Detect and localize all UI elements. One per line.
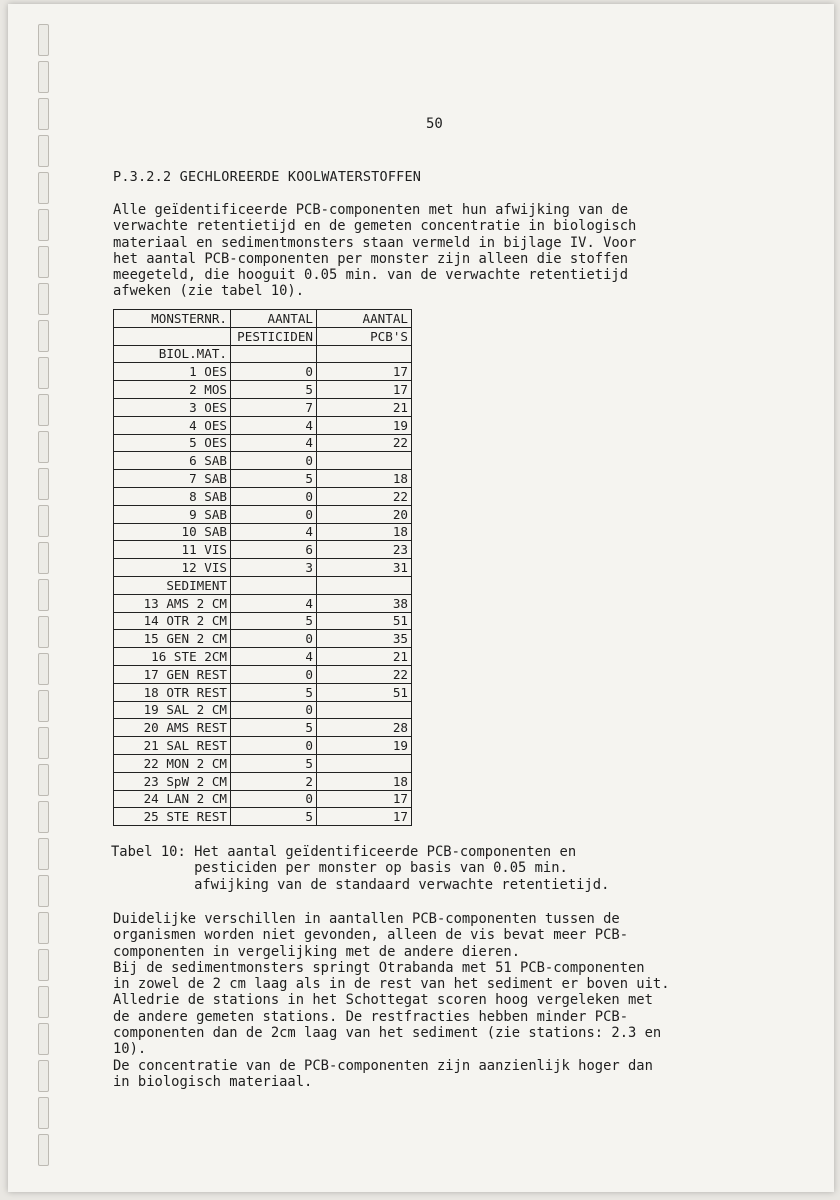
page-number: 50 [426,116,443,132]
pcb-count-cell: 19 [317,416,412,434]
binding-hole [38,209,49,241]
body-line: De concentratie van de PCB-componenten zijn aanzienlijk hoger dan [113,1057,653,1074]
pcb-count-cell: 18 [317,523,412,541]
body-line: componenten in vergelijking met de andere dieren. [113,943,521,960]
sample-cell: 3 OES [114,398,231,416]
table-row [114,559,412,577]
table-row [114,737,412,755]
binding-hole [38,912,49,944]
table-row [114,381,412,399]
binding-hole [38,838,49,870]
sample-cell: 9 SAB [114,505,231,523]
pcb-count-cell: 17 [317,363,412,381]
pesticide-count-cell: 0 [231,487,317,505]
table-row [114,701,412,719]
pesticide-count-cell: 4 [231,416,317,434]
table-row [114,576,412,594]
pesticide-count-cell: 4 [231,648,317,666]
sample-cell: 24 LAN 2 CM [114,790,231,808]
sample-cell: 16 STE 2CM [114,648,231,666]
sample-cell: 21 SAL REST [114,737,231,755]
sample-cell: 18 OTR REST [114,683,231,701]
pesticide-count-cell [231,345,317,363]
sample-cell: 10 SAB [114,523,231,541]
caption-line: Tabel 10: Het aantal geïdentificeerde PCB-componenten en [111,844,577,860]
sample-cell: 15 GEN 2 CM [114,630,231,648]
binding-hole [38,246,49,278]
binding-hole [38,283,49,315]
binding-hole [38,320,49,352]
binding-hole [38,542,49,574]
sample-cell: 23 SpW 2 CM [114,772,231,790]
sample-cell: 8 SAB [114,487,231,505]
intro-line: het aantal PCB-componenten per monster zijn alleen die stoffen [113,250,628,267]
binding-hole [38,949,49,981]
sample-cell: 19 SAL 2 CM [114,701,231,719]
table-row [114,630,412,648]
header-empty [114,327,231,345]
table-row [114,505,412,523]
table-row [114,363,412,381]
header-pcbs-1: AANTAL [317,310,412,328]
table-row [114,719,412,737]
table-row [114,434,412,452]
caption-line: pesticiden per monster op basis van 0.05 min. [111,860,568,877]
table-row [114,452,412,470]
intro-line: materiaal en sedimentmonsters staan vermeld in bijlage IV. Voor [113,234,637,251]
binding-hole [38,801,49,833]
pcb-count-cell: 23 [317,541,412,559]
pcb-count-cell: 38 [317,594,412,612]
binding-hole [38,468,49,500]
binding-holes [36,24,50,1174]
results-table [113,309,412,826]
sample-cell: BIOL.MAT. [114,345,231,363]
table-row [114,398,412,416]
intro-line: Alle geïdentificeerde PCB-componenten met hun afwijking van de [113,202,628,218]
pcb-count-cell [317,754,412,772]
pesticide-count-cell: 5 [231,381,317,399]
body-line: Bij de sedimentmonsters springt Otrabanda met 51 PCB-componenten [113,959,645,976]
header-pcbs-2: PCB'S [317,327,412,345]
sample-cell: 25 STE REST [114,808,231,826]
sample-cell: 5 OES [114,434,231,452]
body-line: de andere gemeten stations. De restfracties hebben minder PCB- [113,1008,628,1025]
binding-hole [38,616,49,648]
pesticide-count-cell: 0 [231,790,317,808]
table-row [114,772,412,790]
pesticide-count-cell: 5 [231,808,317,826]
pcb-count-cell: 28 [317,719,412,737]
pcb-count-cell [317,576,412,594]
table-header-row [114,310,412,328]
pcb-count-cell: 35 [317,630,412,648]
section-heading: P.3.2.2 GECHLOREERDE KOOLWATERSTOFFEN [113,169,422,185]
binding-hole [38,653,49,685]
body-line: 10). [113,1041,147,1058]
sample-cell: 20 AMS REST [114,719,231,737]
pesticide-count-cell: 0 [231,505,317,523]
pesticide-count-cell: 4 [231,523,317,541]
pcb-count-cell: 22 [317,487,412,505]
table-row [114,345,412,363]
document-page [8,4,834,1192]
pesticide-count-cell: 4 [231,434,317,452]
pcb-count-cell: 22 [317,665,412,683]
header-monsternr: MONSTERNR. [114,310,231,328]
pesticide-count-cell: 0 [231,363,317,381]
table-header-row-2 [114,327,412,345]
pcb-count-cell: 17 [317,381,412,399]
body-line: componenten dan de 2cm laag van het sediment (zie stations: 2.3 en [113,1025,662,1042]
sample-cell: 12 VIS [114,559,231,577]
pesticide-count-cell: 5 [231,719,317,737]
body-line: Alledrie de stations in het Schottegat scoren hoog vergeleken met [113,992,653,1009]
pesticide-count-cell: 7 [231,398,317,416]
binding-hole [38,357,49,389]
table-row [114,541,412,559]
binding-hole [38,431,49,463]
pcb-count-cell: 31 [317,559,412,577]
intro-paragraph [113,202,636,300]
intro-line: afweken (zie tabel 10). [113,283,305,300]
pesticide-count-cell: 3 [231,559,317,577]
pesticide-count-cell: 5 [231,470,317,488]
pcb-count-cell [317,345,412,363]
intro-line: verwachte retentietijd en de gemeten concentratie in biologisch [113,218,637,235]
sample-cell: 13 AMS 2 CM [114,594,231,612]
table-row [114,790,412,808]
sample-cell: 22 MON 2 CM [114,754,231,772]
pcb-count-cell: 22 [317,434,412,452]
table-row [114,665,412,683]
binding-hole [38,986,49,1018]
pcb-count-cell: 51 [317,612,412,630]
sample-cell: 14 OTR 2 CM [114,612,231,630]
pcb-count-cell [317,452,412,470]
binding-hole [38,505,49,537]
sample-cell: 2 MOS [114,381,231,399]
binding-hole [38,24,49,56]
table-row [114,808,412,826]
pcb-count-cell: 18 [317,772,412,790]
pcb-count-cell: 18 [317,470,412,488]
binding-hole [38,727,49,759]
sample-cell: 6 SAB [114,452,231,470]
sample-cell: 11 VIS [114,541,231,559]
pesticide-count-cell: 0 [231,452,317,470]
table-row [114,648,412,666]
pcb-count-cell: 21 [317,398,412,416]
sample-cell: 4 OES [114,416,231,434]
header-pesticiden-1: AANTAL [231,310,317,328]
sample-cell: 17 GEN REST [114,665,231,683]
table-row [114,612,412,630]
pesticide-count-cell: 0 [231,701,317,719]
pesticide-count-cell: 0 [231,630,317,648]
binding-hole [38,394,49,426]
pcb-count-cell [317,701,412,719]
pesticide-count-cell: 0 [231,737,317,755]
binding-hole [38,875,49,907]
pcb-count-cell: 20 [317,505,412,523]
pcb-count-cell: 51 [317,683,412,701]
pesticide-count-cell [231,576,317,594]
sample-cell: 7 SAB [114,470,231,488]
binding-hole [38,135,49,167]
binding-hole [38,1023,49,1055]
intro-line: meegeteld, die hooguit 0.05 min. van de verwachte retentietijd [113,267,628,284]
header-pesticiden-2: PESTICIDEN [231,327,317,345]
table-row [114,683,412,701]
pcb-count-cell: 17 [317,790,412,808]
pesticide-count-cell: 6 [231,541,317,559]
sample-cell: SEDIMENT [114,576,231,594]
pcb-count-cell: 21 [317,648,412,666]
caption-line: afwijking van de standaard verwachte retentietijd. [111,876,610,893]
table-row [114,470,412,488]
binding-hole [38,172,49,204]
binding-hole [38,1134,49,1166]
pesticide-count-cell: 0 [231,665,317,683]
binding-hole [38,690,49,722]
pcb-count-cell: 17 [317,808,412,826]
pesticide-count-cell: 5 [231,612,317,630]
binding-hole [38,579,49,611]
binding-hole [38,1060,49,1092]
table-row [114,487,412,505]
binding-hole [38,764,49,796]
binding-hole [38,61,49,93]
pesticide-count-cell: 2 [231,772,317,790]
table-row [114,523,412,541]
binding-hole [38,1097,49,1129]
pcb-count-cell: 19 [317,737,412,755]
body-line: organismen worden niet gevonden, alleen de vis bevat meer PCB- [113,927,628,944]
body-line: Duidelijke verschillen in aantallen PCB-componenten tussen de [113,911,620,927]
table-row [114,416,412,434]
table-row [114,754,412,772]
table-row [114,594,412,612]
body-paragraph [113,911,670,1090]
pesticide-count-cell: 5 [231,683,317,701]
body-line: in biologisch materiaal. [113,1073,313,1090]
pesticide-count-cell: 4 [231,594,317,612]
table-caption [111,844,609,893]
sample-cell: 1 OES [114,363,231,381]
pesticide-count-cell: 5 [231,754,317,772]
body-line: in zowel de 2 cm laag als in de rest van het sediment er boven uit. [113,976,670,993]
binding-hole [38,98,49,130]
